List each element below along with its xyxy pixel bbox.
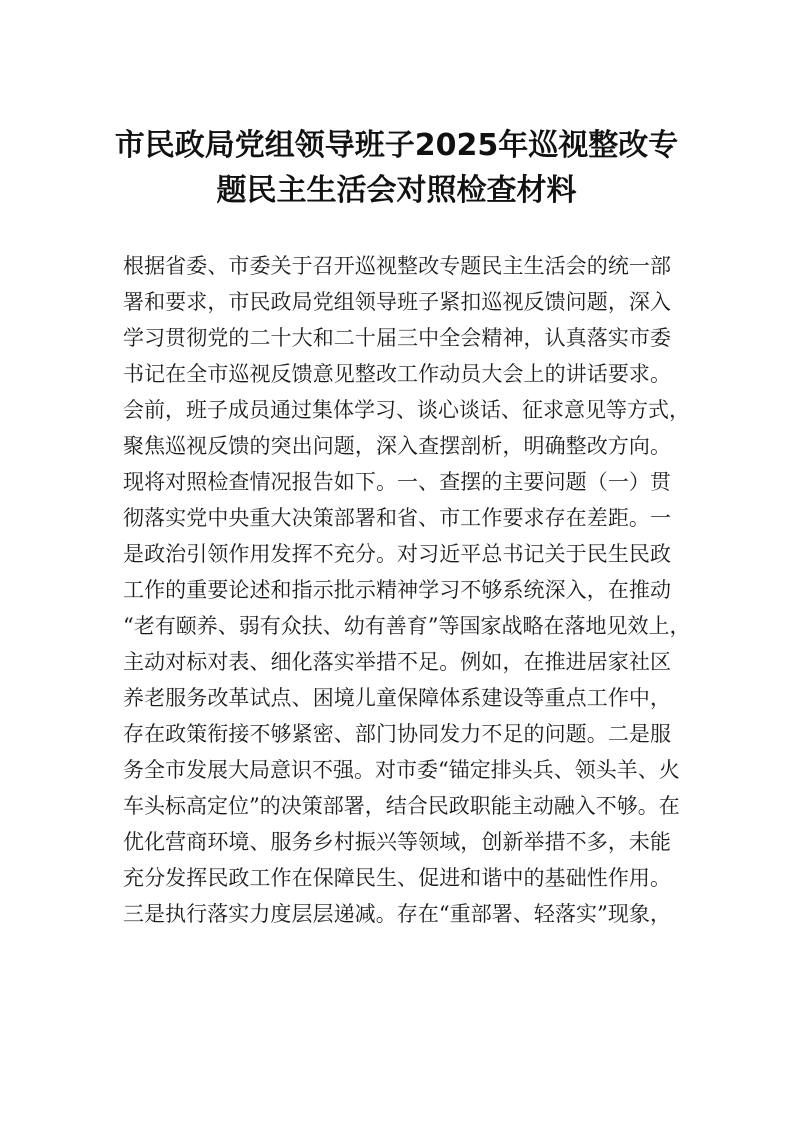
body-line: 聚焦巡视反馈的突出问题，深入查摆剖析，明确整改方向。 [123, 434, 671, 458]
body-line: 学习贯彻党的二十大和二十届三中全会精神，认真落实市委 [123, 326, 671, 350]
body-line: 主动对标对表、细化落实举措不足。例如，在推进居家社区 [123, 650, 671, 674]
body-line: 现将对照检查情况报告如下。一、查摆的主要问题（一）贯 [123, 470, 671, 494]
body-line: 优化营商环境、服务乡村振兴等领域，创新举措不多，未能 [123, 830, 671, 854]
body-line: 存在政策衔接不够紧密、部门协同发力不足的问题。二是服 [123, 722, 671, 746]
body-line: 根据省委、市委关于召开巡视整改专题民主生活会的统一部 [123, 254, 671, 278]
body-line: “老有颐养、弱有众扶、幼有善育”等国家战略在落地见效上， [123, 614, 691, 638]
body-line: 养老服务改革试点、困境儿童保障体系建设等重点工作中， [123, 686, 671, 710]
body-line: 工作的重要论述和指示批示精神学习不够系统深入，在推动 [123, 578, 671, 602]
body-line: 务全市发展大局意识不强。对市委“锚定排头兵、领头羊、火 [123, 758, 680, 782]
body-line: 书记在全市巡视反馈意见整改工作动员大会上的讲话要求。 [123, 362, 671, 386]
document-title-line-2: 题民主生活会对照检查材料 [216, 173, 577, 208]
body-line: 三是执行落实力度层层递减。存在“重部署、轻落实”现象， [123, 902, 671, 926]
body-line: 是政治引领作用发挥不充分。对习近平总书记关于民生民政 [123, 542, 671, 566]
body-line: 彻落实党中央重大决策部署和省、市工作要求存在差距。一 [123, 506, 671, 530]
document-title-line-1: 市民政局党组领导班子2025年巡视整改专 [114, 128, 679, 163]
body-line: 会前，班子成员通过集体学习、谈心谈话、征求意见等方式， [123, 398, 690, 422]
body-line: 署和要求，市民政局党组领导班子紧扣巡视反馈问题，深入 [123, 290, 671, 314]
body-line: 充分发挥民政工作在保障民生、促进和谐中的基础性作用。 [123, 866, 671, 890]
body-line: 车头标高定位”的决策部署，结合民政职能主动融入不够。在 [123, 794, 680, 818]
